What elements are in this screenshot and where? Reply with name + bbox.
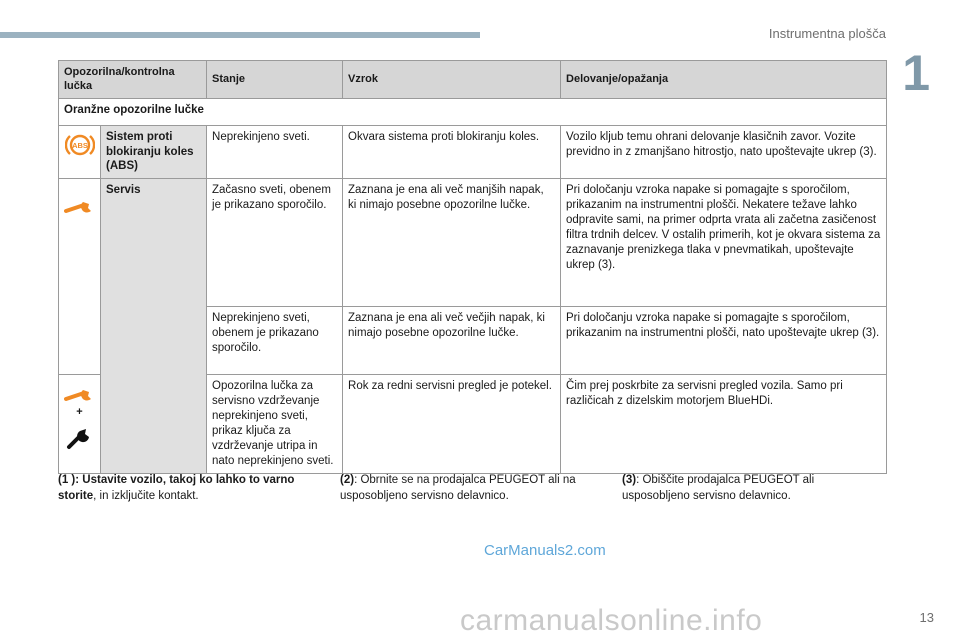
state-cell: Opozorilna lučka za servisno vzdrževanje neprekinjeno sveti, prikaz ključa za vzdrževanje utripa in nato neprekinjeno sveti.: [207, 375, 343, 474]
maintenance-icon-cell: [59, 375, 101, 474]
section-header-title: Instrumentna plošča: [768, 26, 886, 41]
action-cell: Pri določanju vzroka napake si pomagajte s sporočilom, prikazanim na instrumentni plošči. Nekatere težave lahko odpravite sami, na primer odprta vrata ali začetna zasičenost filtra trdnih delcev. V ostalih primerih, kot je okvara sistema za zaznavanje prenizkega tlaka v pnevmatikah, upoštevajte ukrep (3).: [561, 179, 887, 307]
warning-lights-table: [58, 60, 887, 474]
table-row: [59, 125, 887, 179]
footnote-marker: (3): [622, 474, 637, 486]
watermark-link[interactable]: CarManuals2.com: [484, 542, 606, 559]
state-cell: Neprekinjeno sveti, obenem je prikazano sporočilo.: [207, 307, 343, 375]
light-name: Servis: [101, 179, 207, 474]
footnote-marker: (1 ):: [58, 474, 80, 486]
cause-cell: Okvara sistema proti blokiranju koles.: [343, 125, 561, 179]
cause-cell: Rok za redni servisni pregled je potekel.: [343, 375, 561, 474]
column-header-light: Opozorilna/kontrolna lučka: [59, 61, 207, 99]
action-cell: Čim prej poskrbite za servisni pregled vozila. Samo pri različicah z dizelskim motorjem BlueHDi.: [561, 375, 887, 474]
action-cell: Vozilo kljub temu ohrani delovanje klasičnih zavor. Vozite previdno in z zmanjšano hitrostjo, nato upoštevajte ukrep (3).: [561, 125, 887, 179]
cause-cell: Zaznana je ena ali več večjih napak, ki nimajo posebne opozorilne lučke.: [343, 307, 561, 375]
footer-site-watermark: carmanualsonline.info: [460, 604, 763, 637]
column-header-action: Delovanje/opažanja: [561, 61, 887, 99]
svg-text:ABS: ABS: [71, 140, 88, 150]
wrench-icon: [64, 199, 96, 215]
section-title: Oranžne opozorilne lučke: [59, 98, 887, 125]
footnote-marker: (2): [340, 474, 355, 486]
cause-cell: Zaznana je ena ali več manjših napak, ki nimajo posebne opozorilne lučke.: [343, 179, 561, 307]
light-name: Sistem proti blokiranju koles (ABS): [101, 125, 207, 179]
chapter-number: 1: [902, 45, 930, 101]
footnote-text: : Obiščite prodajalca PEUGEOT ali usposobljeno servisno delavnico.: [622, 474, 815, 503]
plus-sign: +: [76, 406, 83, 419]
wrench-icon-cell: [59, 179, 101, 375]
footnote-text: , in izključite kontakt.: [93, 490, 199, 503]
section-row: [59, 98, 887, 125]
abs-warning-icon: [65, 130, 95, 160]
table-header-row: [59, 61, 887, 99]
footnote-text: : Obrnite se na prodajalca PEUGEOT ali na usposobljeno servisno delavnico.: [340, 474, 576, 503]
maintenance-key-icon: [65, 422, 95, 450]
state-cell: Neprekinjeno sveti.: [207, 125, 343, 179]
action-cell: Pri določanju vzroka napake si pomagajte s sporočilom, prikazanim na instrumentni plošči, nato upoštevajte ukrep (3).: [561, 307, 887, 375]
abs-icon-cell: [59, 125, 101, 179]
footnote-2: [340, 472, 600, 504]
footnote-1: [58, 472, 318, 504]
wrench-icon: [64, 387, 96, 403]
footnote-bold-text: Ustavite vozilo, takoj ko lahko to varno storite: [58, 474, 295, 503]
state-cell: Začasno sveti, obenem je prikazano sporočilo.: [207, 179, 343, 307]
column-header-cause: Vzrok: [343, 61, 561, 99]
page-number: 13: [919, 610, 934, 625]
header-bar: [0, 32, 480, 38]
table-row: [59, 179, 887, 307]
footnote-3: [622, 472, 862, 504]
column-header-state: Stanje: [207, 61, 343, 99]
